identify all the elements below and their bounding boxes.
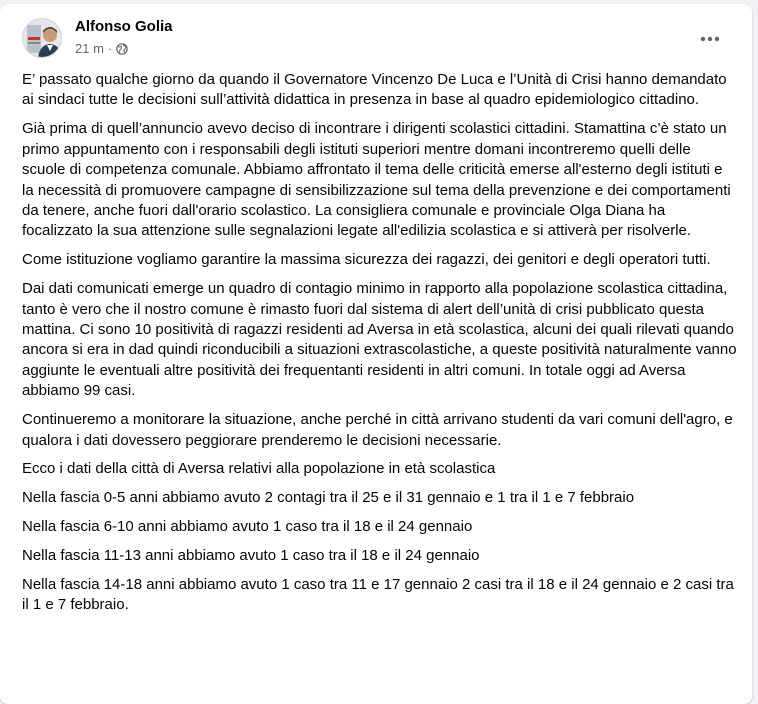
post-header xyxy=(22,16,736,60)
post-paragraph: Nella fascia 14-18 anni abbiamo avuto 1 caso tra 11 e 17 gennaio 2 casi tra il 18 e il 24 gennaio e 2 casi tra il 1 e 7 febbraio. xyxy=(22,576,734,614)
post-body xyxy=(22,70,737,624)
post-meta xyxy=(75,41,128,56)
more-options-button[interactable] xyxy=(694,22,726,54)
post-paragraph: Come istituzione vogliamo garantire la massima sicurezza dei ragazzi, dei genitori e degli operatori tutti. xyxy=(22,251,711,269)
meta-separator: · xyxy=(107,41,113,56)
post-paragraph: Nella fascia 0-5 anni abbiamo avuto 2 contagi tra il 25 e il 31 gennaio e 1 tra il 1 e 7 febbraio xyxy=(22,489,635,507)
post-card xyxy=(0,4,752,704)
post-paragraph: Dai dati comunicati emerge un quadro di contagio minimo in rapporto alla popolazione scolastica cittadina, tanto è vero che il nostro comune è rimasto fuori dal sistema di alert dell’unità di crisi pubblicato questa mattina. Ci sono 10 positività di ragazzi residenti ad Aversa in età scolastica, alcuni dei quali rilevati quando ancora si era in dad quindi riconducibili a situazioni extrascolastiche, a queste positività naturalmente vanno aggiunte le eventuali altre positività dei frequentanti residenti in altri comuni. In totale oggi ad Aversa abbiamo 99 casi. xyxy=(22,280,737,400)
post-paragraph: Continueremo a monitorare la situazione, anche perché in città arrivano studenti da vari comuni dell'agro, e qualora i dati dovessero peggiorare prenderemo le decisioni necessarie. xyxy=(22,411,733,449)
post-paragraph: E’ passato qualche giorno da quando il Governatore Vincenzo De Luca e l’Unità di Crisi hanno demandato ai sindaci tutte le decisioni sull’attività didattica in presenza in base al quadro epidemiologico cittadino. xyxy=(22,71,727,109)
avatar-image xyxy=(23,19,62,58)
post-paragraph: Nella fascia 6-10 anni abbiamo avuto 1 caso tra il 18 e il 24 gennaio xyxy=(22,518,473,536)
post-paragraph: Ecco i dati della città di Aversa relativi alla popolazione in età scolastica xyxy=(22,460,496,478)
globe-icon xyxy=(116,43,128,55)
author-name[interactable]: Alfonso Golia xyxy=(75,18,173,35)
post-paragraph: Già prima di quell’annuncio avevo deciso di incontrare i dirigenti scolastici cittadini. Stamattina c’è stato un primo appuntamento con i responsabili degli istituti superiori mentre domani incontreremo quelli delle scuole di competenza comunale. Abbiamo affrontato il tema delle criticità emerse all'esterno degli istituti e la necessità di promuovere campagne di sensibilizzazione sul tema della prevenzione e dei comportamenti da tenere, anche fuori dall'orario scolastico. La consigliera comunale e provinciale Olga Diana ha focalizzato la sua attenzione sulle segnalazioni legate all'edilizia scolastica e si attiverà per risolverle. xyxy=(22,120,731,240)
more-horizontal-icon xyxy=(700,29,720,47)
post-timestamp[interactable]: 21 m xyxy=(75,41,104,56)
avatar[interactable] xyxy=(22,18,62,58)
post-paragraph: Nella fascia 11-13 anni abbiamo avuto 1 caso tra il 18 e il 24 gennaio xyxy=(22,547,480,565)
